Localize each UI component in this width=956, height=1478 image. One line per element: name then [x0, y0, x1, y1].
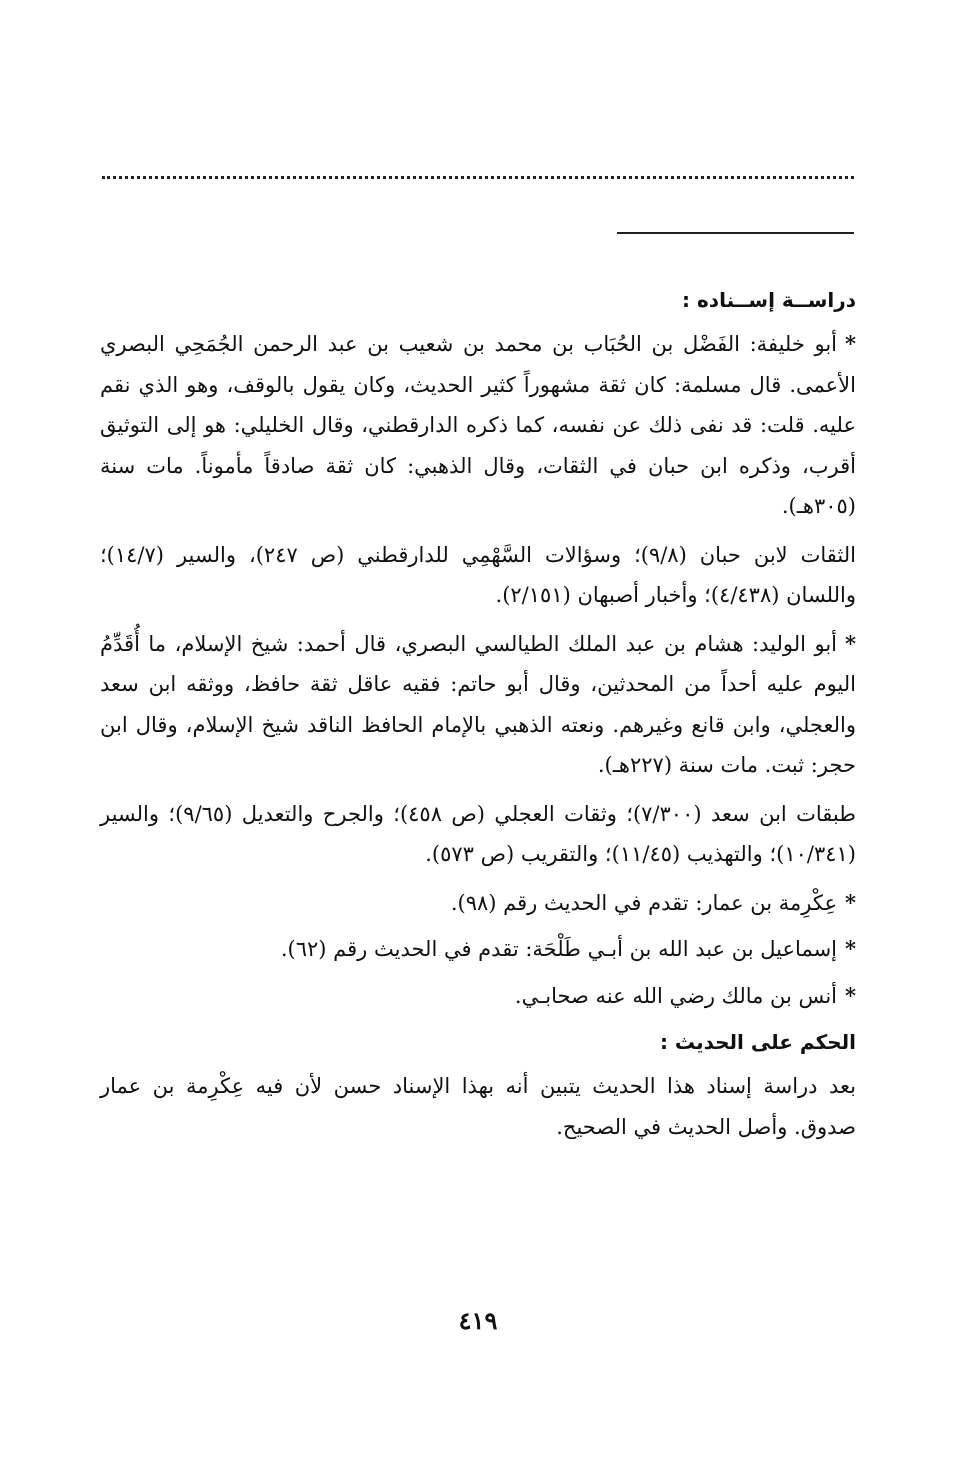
page-number: ٤١٩: [458, 1306, 498, 1335]
bullet-star-icon: *: [845, 936, 856, 961]
footnote-rule: [617, 232, 854, 234]
ruling-paragraph: بعد دراسة إسناد هذا الحديث يتبين أنه بهذا الإسناد حسن لأن فيه عِكْرِمة بن عمار صدوق. وأصل الحديث في الصحيح.: [100, 1074, 856, 1139]
narrator-entry-abu-khalifa: [100, 324, 856, 527]
narrator-text: أبو الوليد: هشام بن عبد الملك الطيالسي البصري، قال أحمد: شيخ الإسلام، ما أُقَدِّمُ اليوم عليه أحداً من المحدثين، وقال أبو حاتم: فقيه عاقل ثقة حافظ، ووثقه ابن سعد والعجلي، وابن قانع وغيرهم. ونعته الذهبي بالإمام الحافظ الناقد شيخ الإسلام، وقال ابن حجر: ثبت. مات سنة (٢٢٧هـ).: [100, 631, 856, 777]
bullet-star-icon: *: [845, 331, 856, 356]
narrator-text: أنس بن مالك رضي الله عنه صحابـي.: [514, 983, 838, 1008]
narrator-entry-abu-al-walid: [100, 624, 856, 786]
heading-hadith-ruling: الحكم على الحديث :: [659, 1030, 856, 1054]
dotted-separator: [102, 176, 854, 179]
narrator-references: طبقات ابن سعد (٧/٣٠٠)؛ وثقات العجلي (ص ٤٥٨)؛ والجرح والتعديل (٩/٦٥)؛ والسير (١٠/٣٤١)؛ والتهذيب (١١/٤٥)؛ والتقريب (ص ٥٧٣).: [100, 801, 856, 866]
narrator-text: أبو خليفة: الفَضْل بن الحُبَاب بن محمد بن شعيب بن عبد الرحمن الجُمَحِي البصري الأعمى. قال مسلمة: كان ثقة مشهوراً كثير الحديث، وكان يقول بالوقف، وهو الذي نقم عليه. قلت: قد نفى ذلك عن نفسه، كما ذكره الدارقطني، وقال الخليلي: هو إلى التوثيق أقرب، وذكره ابن حبان في الثقات، وقال الذهبي: كان ثقة صادقاً مأموناً. مات سنة (٣٠٥هـ).: [100, 332, 856, 518]
bullet-star-icon: *: [845, 630, 856, 656]
heading-isnad-study: دراســة إســناده :: [682, 288, 856, 312]
narrator-entry-ismail: [100, 929, 856, 970]
narrator-text: عِكْرِمة بن عمار: تقدم في الحديث رقم (٩٨).: [450, 890, 838, 915]
narrator-references: الثقات لابن حبان (٩/٨)؛ وسؤالات السَّهْمِي للدارقطني (ص ٢٤٧)، والسير (١٤/٧)؛ واللسان (٤/٤٣٨)؛ وأخبار أصبهان (٢/١٥١).: [100, 542, 856, 607]
narrator-text: إسماعيل بن عبد الله بن أبـي طَلْحَة: تقدم في الحديث رقم (٦٢).: [280, 937, 838, 961]
narrator-entry-anas: [100, 976, 856, 1017]
bullet-star-icon: *: [845, 982, 856, 1008]
page-body: [100, 280, 856, 1155]
narrator-entry-ikrima: [100, 883, 856, 924]
bullet-star-icon: *: [845, 889, 856, 915]
